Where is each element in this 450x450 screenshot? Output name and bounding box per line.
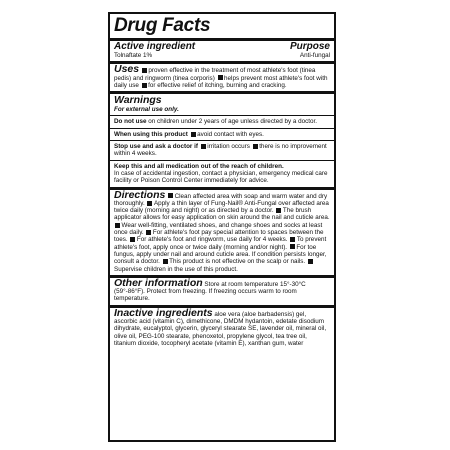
uses-item: for effective relief of itching, burning and cracking. xyxy=(148,81,287,89)
square-bullet-icon xyxy=(253,144,258,149)
directions-item: To prevent athlete's foot, apply once or twice daily (morning and/or night). xyxy=(114,236,327,251)
directions-item: For toe fungus, apply under nail and around cuticle area. If condition persists longer, consult a doctor. xyxy=(114,243,327,266)
directions-item: This product is not effective on the scalp or nails. xyxy=(169,258,306,266)
directions-section xyxy=(114,188,330,273)
square-bullet-icon xyxy=(218,75,223,80)
stop-use-item: irritation occurs xyxy=(207,143,250,151)
other-information-heading: Other information xyxy=(114,276,203,289)
do-not-use-text: on children under 2 years of age unless directed by a doctor. xyxy=(148,118,318,126)
square-bullet-icon xyxy=(115,223,120,228)
purpose-value: Anti-fungal xyxy=(299,52,330,59)
keep-out-lead: Keep this and all medication out of the reach of children. xyxy=(114,162,284,170)
keep-out-text: In case of accidental ingestion, contact a physician, emergency medical care facility or Poison Control Center immediately for advice. xyxy=(114,169,328,185)
square-bullet-icon xyxy=(290,237,295,242)
divider xyxy=(110,115,334,116)
uses-item: helps prevent most athlete's foot with daily use xyxy=(114,74,328,89)
active-ingredient-header xyxy=(114,41,330,52)
do-not-use-lead: Do not use xyxy=(114,118,147,126)
directions-item: The brush applicator allows for easy application on skin around the nail and cuticle area. xyxy=(114,207,330,222)
stop-use-item: there is no improvement within 4 weeks. xyxy=(114,143,327,158)
stop-use-row xyxy=(114,143,330,158)
square-bullet-icon xyxy=(201,144,206,149)
uses-item: proven effective in the treatment of most athlete's foot (tinea pedis) and ringworm (tinea corporis) xyxy=(114,67,316,82)
divider xyxy=(110,128,334,129)
other-information-text: Store at room temperature 15°-30°C (59°-86°F). Protect from freezing. If freezing occurs warm to room temperature. xyxy=(114,280,306,303)
square-bullet-icon xyxy=(142,83,147,88)
do-not-use-row xyxy=(114,118,330,125)
divider xyxy=(110,140,334,141)
square-bullet-icon xyxy=(191,132,196,137)
active-ingredient: Tolnaftate 1% xyxy=(114,52,153,59)
stop-use-lead: Stop use and ask a doctor if xyxy=(114,143,198,151)
directions-heading: Directions xyxy=(114,188,166,201)
drug-facts-title: Drug Facts xyxy=(114,15,211,36)
uses-heading: Uses xyxy=(114,63,140,76)
inactive-ingredients-text: aloe vera (aloe barbadensis) gel, ascorbic acid (vitamin C), dimethicone, DMDM hydantoin, edetate disodium dihydrate, eucalyptol, glycerin, glyceryl stearate SE, lavender oil, mineral oil, olive oil, PEG-100 stearate, phenoxetol, propylene glycol, tea tree oil, titanium dioxide, tocopheryl acetate (vitamin E), xanthan gum, water xyxy=(114,310,327,347)
warnings-heading: Warnings xyxy=(114,94,162,107)
inactive-ingredients-section xyxy=(114,306,330,347)
active-ingredient-row xyxy=(114,52,330,59)
inactive-ingredients-heading: Inactive ingredients xyxy=(114,306,213,319)
square-bullet-icon xyxy=(130,237,135,242)
external-use-note: For external use only. xyxy=(114,106,179,114)
divider xyxy=(110,160,334,161)
drug-facts-panel xyxy=(108,12,336,442)
square-bullet-icon xyxy=(168,193,173,198)
square-bullet-icon xyxy=(290,244,295,249)
directions-item: Clean affected area with soap and warm water and dry thoroughly. xyxy=(114,192,328,207)
square-bullet-icon xyxy=(142,68,147,73)
when-using-lead: When using this product xyxy=(114,130,188,138)
square-bullet-icon xyxy=(308,259,313,264)
when-using-row xyxy=(114,131,330,138)
directions-item: Supervise children in the use of this product. xyxy=(114,265,238,273)
keep-out-of-reach xyxy=(114,163,330,185)
uses-section xyxy=(114,63,330,89)
purpose-heading: Purpose xyxy=(289,41,330,52)
square-bullet-icon xyxy=(146,230,151,235)
square-bullet-icon xyxy=(163,259,168,264)
square-bullet-icon xyxy=(147,201,152,206)
directions-item: Wear well-fitting, ventilated shoes, and change shoes and socks at least once daily. xyxy=(114,221,323,237)
active-ingredient-heading: Active ingredient xyxy=(114,41,196,52)
when-using-text: avoid contact with eyes. xyxy=(197,130,264,138)
square-bullet-icon xyxy=(276,208,281,213)
directions-item: Apply a thin layer of Fung-Nail® Anti-Fungal over affected area twice daily (morning and night) or as directed by a doctor. xyxy=(114,199,329,215)
directions-item: For athlete's foot and ringworm, use daily for 4 weeks. xyxy=(136,236,288,244)
directions-item: For athlete's foot pay special attention to spaces between the toes. xyxy=(114,229,324,244)
other-information-section xyxy=(114,276,330,303)
divider xyxy=(110,61,334,64)
